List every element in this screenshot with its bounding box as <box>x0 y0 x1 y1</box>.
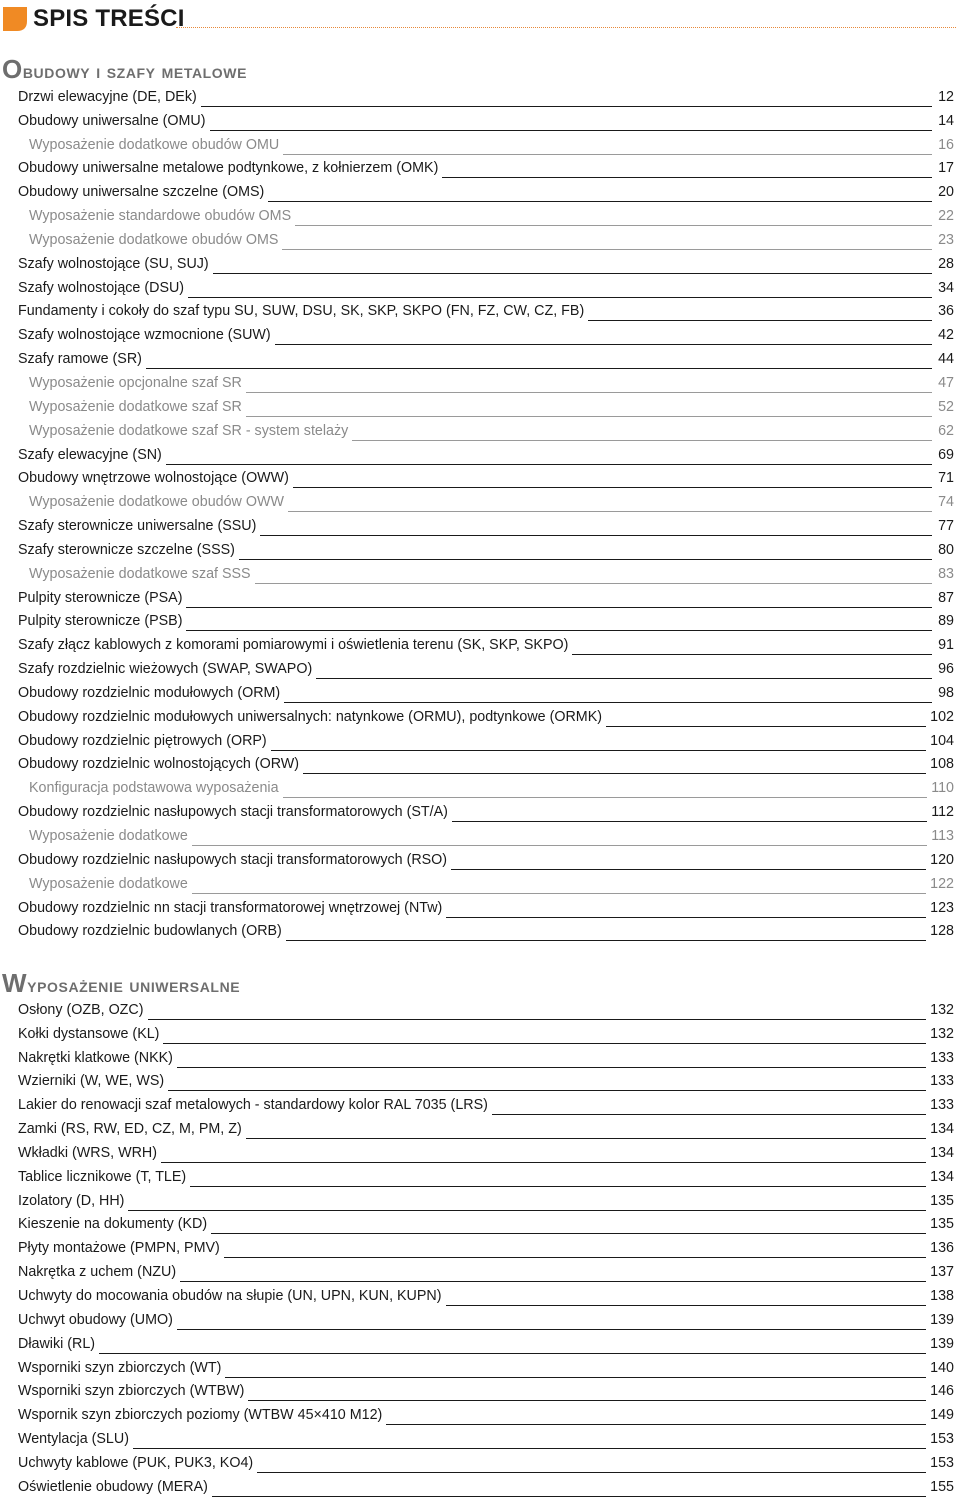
toc-entry-label: Nakrętki klatkowe (NKK) <box>18 1049 173 1066</box>
toc-entry[interactable] <box>0 109 960 133</box>
toc-page-number: 123 <box>930 899 954 916</box>
toc-page-number: 135 <box>930 1192 954 1209</box>
orange-corner-logo-icon <box>3 7 27 31</box>
toc-leader-line <box>295 224 932 226</box>
toc-page-number: 134 <box>930 1168 954 1185</box>
toc-page-number: 69 <box>938 446 954 463</box>
toc-entry[interactable] <box>0 157 960 181</box>
toc-entry[interactable] <box>0 1236 960 1260</box>
toc-subentry[interactable] <box>0 490 960 514</box>
toc-entry[interactable] <box>0 347 960 371</box>
toc-page-number: 62 <box>938 422 954 439</box>
toc-entry-label: Konfiguracja podstawowa wyposażenia <box>29 780 279 797</box>
toc-entry-label: Wspornik szyn zbiorczych poziomy (WTBW 45×410 M12) <box>18 1407 383 1424</box>
toc-entry-label: Nakrętka z uchem (NZU) <box>18 1264 177 1281</box>
toc-entry-label: Szafy sterownicze uniwersalne (SSU) <box>18 518 257 535</box>
toc-entry-label: Wkładki (WRS, WRH) <box>18 1144 157 1161</box>
toc-leader-line <box>352 439 932 441</box>
toc-leader-line <box>161 1161 926 1163</box>
toc-entry-label: Tablice licznikowe (T, TLE) <box>18 1168 187 1185</box>
toc-entry-label: Wyposażenie dodatkowe obudów OMU <box>29 136 280 153</box>
toc-page-number: 133 <box>930 1049 954 1066</box>
toc-entry-label: Pulpity sterownicze (PSB) <box>18 613 183 630</box>
toc-leader-line <box>99 1352 926 1354</box>
toc-leader-line <box>186 606 932 608</box>
toc-leader-line <box>442 176 932 178</box>
toc-page-number: 132 <box>930 1001 954 1018</box>
toc-entry-label: Izolatory (D, HH) <box>18 1192 125 1209</box>
toc-entry-label: Wyposażenie dodatkowe obudów OWW <box>29 494 284 511</box>
toc-leader-line <box>190 1185 926 1187</box>
toc-leader-line <box>286 939 926 941</box>
toc-entry-label: Obudowy rozdzielnic modułowych (ORM) <box>18 684 281 701</box>
toc-page-number: 139 <box>930 1311 954 1328</box>
toc-entry-label: Obudowy uniwersalne szczelne (OMS) <box>18 184 265 201</box>
toc-page-number: 87 <box>938 589 954 606</box>
toc-page-number: 135 <box>930 1216 954 1233</box>
header-divider <box>176 27 956 28</box>
toc-page-number: 22 <box>938 208 954 225</box>
toc-leader-line <box>224 1256 926 1258</box>
page-title: SPIS TREŚCI <box>33 5 185 32</box>
toc-entry-label: Wyposażenie standardowe obudów OMS <box>29 208 292 225</box>
toc-entry-label: Wyposażenie dodatkowe szaf SR <box>29 398 242 415</box>
toc-page-number: 96 <box>938 661 954 678</box>
toc-page-number: 14 <box>938 112 954 129</box>
toc-entry-label: Dławiki (RL) <box>18 1335 96 1352</box>
toc-page-number: 134 <box>930 1144 954 1161</box>
toc-page-number: 140 <box>930 1359 954 1376</box>
toc-entry-label: Obudowy rozdzielnic budowlanych (ORB) <box>18 923 282 940</box>
toc-entry[interactable] <box>0 1475 960 1499</box>
toc-entry[interactable] <box>0 1284 960 1308</box>
toc-leader-line <box>275 343 932 345</box>
toc-entry-label: Pulpity sterownicze (PSA) <box>18 589 183 606</box>
toc-entry-label: Szafy wolnostojące (DSU) <box>18 279 185 296</box>
toc-subentry[interactable] <box>0 776 960 800</box>
toc-leader-line <box>201 105 932 107</box>
toc-subentry[interactable] <box>0 872 960 896</box>
toc-entry[interactable] <box>0 1189 960 1213</box>
toc-page-number: 36 <box>938 303 954 320</box>
toc-leader-line <box>260 534 932 536</box>
toc-entry[interactable] <box>0 848 960 872</box>
toc-entry-label: Kołki dystansowe (KL) <box>18 1025 160 1042</box>
toc-entry[interactable] <box>0 800 960 824</box>
toc-leader-line <box>452 820 927 822</box>
toc-page-number: 28 <box>938 255 954 272</box>
toc-leader-line <box>293 486 932 488</box>
toc-entry-label: Wentylacja (SLU) <box>18 1431 129 1448</box>
toc-leader-line <box>166 463 932 465</box>
toc-leader-line <box>213 272 932 274</box>
toc-entry-label: Obudowy uniwersalne metalowe podtynkowe, z kołnierzem (OMK) <box>18 160 439 177</box>
toc-leader-line <box>283 796 928 798</box>
toc-page-number: 128 <box>930 923 954 940</box>
toc-page-number: 23 <box>938 231 954 248</box>
page-header <box>0 0 960 40</box>
toc-page-number: 71 <box>938 470 954 487</box>
toc-page-number: 133 <box>930 1097 954 1114</box>
toc-leader-line <box>246 415 932 417</box>
toc-entry[interactable] <box>0 1213 960 1237</box>
toc-leader-line <box>316 677 932 679</box>
toc-entry-label: Obudowy wnętrzowe wolnostojące (OWW) <box>18 470 289 487</box>
toc-page-number: 20 <box>938 184 954 201</box>
toc-leader-line <box>492 1113 926 1115</box>
toc-entry-label: Wyposażenie opcjonalne szaf SR <box>29 374 242 391</box>
toc-entry[interactable] <box>0 1070 960 1094</box>
toc-page-number: 110 <box>931 780 954 797</box>
toc-entry[interactable] <box>0 896 960 920</box>
toc-leader-line <box>386 1423 926 1425</box>
toc-leader-line <box>212 1495 926 1497</box>
toc-entry[interactable] <box>0 586 960 610</box>
toc-subentry[interactable] <box>0 133 960 157</box>
toc-page-number: 137 <box>930 1264 954 1281</box>
toc-entry[interactable] <box>0 1141 960 1165</box>
toc-entry-label: Obudowy rozdzielnic wolnostojących (ORW) <box>18 756 300 773</box>
toc-entry[interactable] <box>0 729 960 753</box>
toc-page-number: 104 <box>930 732 954 749</box>
toc-leader-line <box>257 1471 926 1473</box>
toc-page-number: 132 <box>930 1025 954 1042</box>
toc-entry-label: Oświetlenie obudowy (MERA) <box>18 1478 208 1495</box>
toc-leader-line <box>446 1304 927 1306</box>
toc-page-number: 122 <box>930 875 954 892</box>
toc-leader-line <box>572 653 932 655</box>
toc-entry-label: Wyposażenie dodatkowe szaf SR - system stelaży <box>29 422 349 439</box>
toc-leader-line <box>133 1447 926 1449</box>
toc-leader-line <box>186 629 932 631</box>
toc-leader-line <box>451 868 926 870</box>
toc-entry[interactable] <box>0 1308 960 1332</box>
toc-leader-line <box>146 367 932 369</box>
section-title-universal-equipment: Wyposażenie uniwersalne <box>2 968 241 998</box>
toc-entry-label: Uchwyty do mocowania obudów na słupie (UN, UPN, KUN, KUPN) <box>18 1287 442 1304</box>
toc-entry[interactable] <box>0 753 960 777</box>
toc-entry[interactable] <box>0 1403 960 1427</box>
toc-entry-label: Wyposażenie dodatkowe <box>29 828 188 844</box>
toc-entry[interactable] <box>0 323 960 347</box>
section-title-metal-enclosures: Obudowy i szafy metalowe <box>2 54 248 84</box>
toc-leader-line <box>177 1328 926 1330</box>
toc-entry-label: Szafy rozdzielnic wieżowych (SWAP, SWAPO) <box>18 661 313 678</box>
toc-entry-label: Obudowy rozdzielnic piętrowych (ORP) <box>18 732 267 749</box>
toc-list-metal-enclosures <box>0 85 960 943</box>
toc-entry[interactable] <box>0 467 960 491</box>
toc-leader-line <box>225 1376 926 1378</box>
toc-subentry[interactable] <box>0 371 960 395</box>
toc-entry[interactable] <box>0 85 960 109</box>
toc-leader-line <box>255 582 932 584</box>
toc-leader-line <box>248 1399 926 1401</box>
toc-leader-line <box>282 248 932 250</box>
toc-entry[interactable] <box>0 633 960 657</box>
toc-entry[interactable] <box>0 1165 960 1189</box>
toc-entry[interactable] <box>0 300 960 324</box>
toc-entry[interactable] <box>0 1451 960 1475</box>
toc-page-number: 102 <box>930 708 954 725</box>
toc-page-number: 136 <box>930 1240 954 1257</box>
toc-leader-line <box>211 1232 926 1234</box>
toc-page-number: 52 <box>938 398 954 415</box>
toc-page-number: 138 <box>930 1287 954 1304</box>
toc-page-number: 16 <box>938 136 954 153</box>
toc-entry[interactable] <box>0 1046 960 1070</box>
toc-entry-label: Szafy wolnostojące (SU, SUJ) <box>18 255 209 272</box>
toc-entry[interactable] <box>0 610 960 634</box>
toc-leader-line <box>148 1018 927 1020</box>
toc-subentry[interactable] <box>0 824 960 848</box>
toc-leader-line <box>192 892 926 894</box>
toc-page-number: 155 <box>930 1478 954 1495</box>
toc-leader-line <box>180 1280 926 1282</box>
toc-entry[interactable] <box>0 514 960 538</box>
toc-entry[interactable] <box>0 681 960 705</box>
toc-entry-label: Osłony (OZB, OZC) <box>18 1001 144 1018</box>
toc-entry[interactable] <box>0 180 960 204</box>
toc-subentry[interactable] <box>0 562 960 586</box>
toc-entry[interactable] <box>0 920 960 944</box>
toc-page-number: 44 <box>938 351 954 368</box>
toc-entry-label: Szafy złącz kablowych z komorami pomiarowymi i oświetlenia terenu (SK, SKP, SKPO) <box>18 637 569 654</box>
toc-leader-line <box>210 129 932 131</box>
toc-leader-line <box>192 844 927 846</box>
toc-entry-label: Obudowy rozdzielnic nn stacji transformatorowej wnętrzowej (NTw) <box>18 899 443 916</box>
toc-page-number: 74 <box>938 494 954 511</box>
toc-entry[interactable] <box>0 1356 960 1380</box>
toc-leader-line <box>163 1042 926 1044</box>
toc-list-universal-equipment <box>0 998 960 1499</box>
toc-entry-label: Wyposażenie dodatkowe obudów OMS <box>29 231 279 248</box>
toc-leader-line <box>168 1089 926 1091</box>
toc-leader-line <box>288 510 932 512</box>
toc-page-number: 134 <box>930 1121 954 1138</box>
toc-entry-label: Szafy elewacyjne (SN) <box>18 446 162 463</box>
toc-entry-label: Drzwi elewacyjne (DE, DEk) <box>18 88 197 105</box>
toc-leader-line <box>446 916 926 918</box>
toc-entry-label: Wyposażenie dodatkowe szaf SSS <box>29 565 251 582</box>
toc-page-number: 77 <box>938 518 954 535</box>
toc-entry[interactable] <box>0 1332 960 1356</box>
toc-entry-label: Wyposażenie dodatkowe <box>29 875 188 892</box>
toc-page-number: 146 <box>930 1383 954 1400</box>
toc-page-number: 42 <box>938 327 954 344</box>
toc-leader-line <box>606 725 926 727</box>
toc-page-number: 112 <box>931 804 954 821</box>
toc-page-number: 133 <box>930 1073 954 1090</box>
toc-leader-line <box>588 319 932 321</box>
toc-page-number: 80 <box>938 541 954 558</box>
toc-entry-label: Szafy ramowe (SR) <box>18 351 142 368</box>
toc-entry-label: Wsporniki szyn zbiorczych (WT) <box>18 1359 222 1376</box>
toc-leader-line <box>268 200 932 202</box>
toc-entry-label: Wsporniki szyn zbiorczych (WTBW) <box>18 1383 245 1400</box>
toc-entry[interactable] <box>0 276 960 300</box>
toc-leader-line <box>239 558 932 560</box>
toc-subentry[interactable] <box>0 204 960 228</box>
toc-leader-line <box>188 296 932 298</box>
toc-page-number: 139 <box>930 1335 954 1352</box>
toc-entry[interactable] <box>0 998 960 1022</box>
toc-page-number: 98 <box>938 684 954 701</box>
toc-entry-label: Obudowy rozdzielnic nasłupowych stacji transformatorowych (RSO) <box>18 851 448 868</box>
toc-entry[interactable] <box>0 1093 960 1117</box>
toc-subentry[interactable] <box>0 395 960 419</box>
toc-leader-line <box>177 1066 926 1068</box>
toc-entry[interactable] <box>0 1380 960 1404</box>
toc-entry-label: Obudowy rozdzielnic modułowych uniwersalnych: natynkowe (ORMU), podtynkowe (ORMK) <box>18 708 603 725</box>
toc-leader-line <box>246 1137 926 1139</box>
toc-entry[interactable] <box>0 538 960 562</box>
toc-page-number: 108 <box>930 756 954 773</box>
toc-leader-line <box>271 749 926 751</box>
toc-leader-line <box>246 391 932 393</box>
toc-page-number: 47 <box>938 374 954 391</box>
toc-entry[interactable] <box>0 1427 960 1451</box>
toc-entry-label: Lakier do renowacji szaf metalowych - standardowy kolor RAL 7035 (LRS) <box>18 1097 488 1114</box>
toc-leader-line <box>284 701 932 703</box>
toc-entry-label: Szafy sterownicze szczelne (SSS) <box>18 541 235 558</box>
toc-subentry[interactable] <box>0 228 960 252</box>
toc-page-number: 89 <box>938 613 954 630</box>
toc-page-number: 153 <box>930 1431 954 1448</box>
toc-subentry[interactable] <box>0 419 960 443</box>
toc-entry-label: Obudowy rozdzielnic nasłupowych stacji transformatorowych (ST/A) <box>18 804 448 821</box>
toc-page-number: 153 <box>930 1454 954 1471</box>
toc-page-number: 91 <box>938 637 954 654</box>
toc-page-number: 12 <box>938 88 954 105</box>
toc-entry[interactable] <box>0 252 960 276</box>
toc-entry-label: Kieszenie na dokumenty (KD) <box>18 1216 208 1233</box>
toc-page-number: 17 <box>938 160 954 177</box>
toc-entry[interactable] <box>0 1022 960 1046</box>
toc-entry-label: Fundamenty i cokoły do szaf typu SU, SUW, DSU, SK, SKP, SKPO (FN, FZ, CW, CZ, FB) <box>18 303 585 320</box>
toc-entry[interactable] <box>0 657 960 681</box>
toc-entry[interactable] <box>0 1117 960 1141</box>
toc-page-number: 34 <box>938 279 954 296</box>
toc-entry[interactable] <box>0 1260 960 1284</box>
toc-entry-label: Obudowy uniwersalne (OMU) <box>18 112 206 129</box>
toc-page-number: 149 <box>930 1407 954 1424</box>
toc-page-number: 120 <box>930 851 954 868</box>
toc-entry-label: Uchwyt obudowy (UMO) <box>18 1311 173 1328</box>
toc-entry[interactable] <box>0 705 960 729</box>
toc-page-number: 113 <box>931 828 954 844</box>
toc-entry-label: Uchwyty kablowe (PUK, PUK3, KO4) <box>18 1454 254 1471</box>
toc-entry-label: Szafy wolnostojące wzmocnione (SUW) <box>18 327 271 344</box>
toc-entry[interactable] <box>0 443 960 467</box>
toc-entry-label: Wzierniki (W, WE, WS) <box>18 1073 165 1090</box>
toc-leader-line <box>283 153 932 155</box>
toc-entry-label: Zamki (RS, RW, ED, CZ, M, PM, Z) <box>18 1121 242 1138</box>
toc-leader-line <box>128 1209 926 1211</box>
toc-page-number: 83 <box>938 565 954 582</box>
toc-leader-line <box>303 772 926 774</box>
toc-entry-label: Płyty montażowe (PMPN, PMV) <box>18 1240 220 1257</box>
